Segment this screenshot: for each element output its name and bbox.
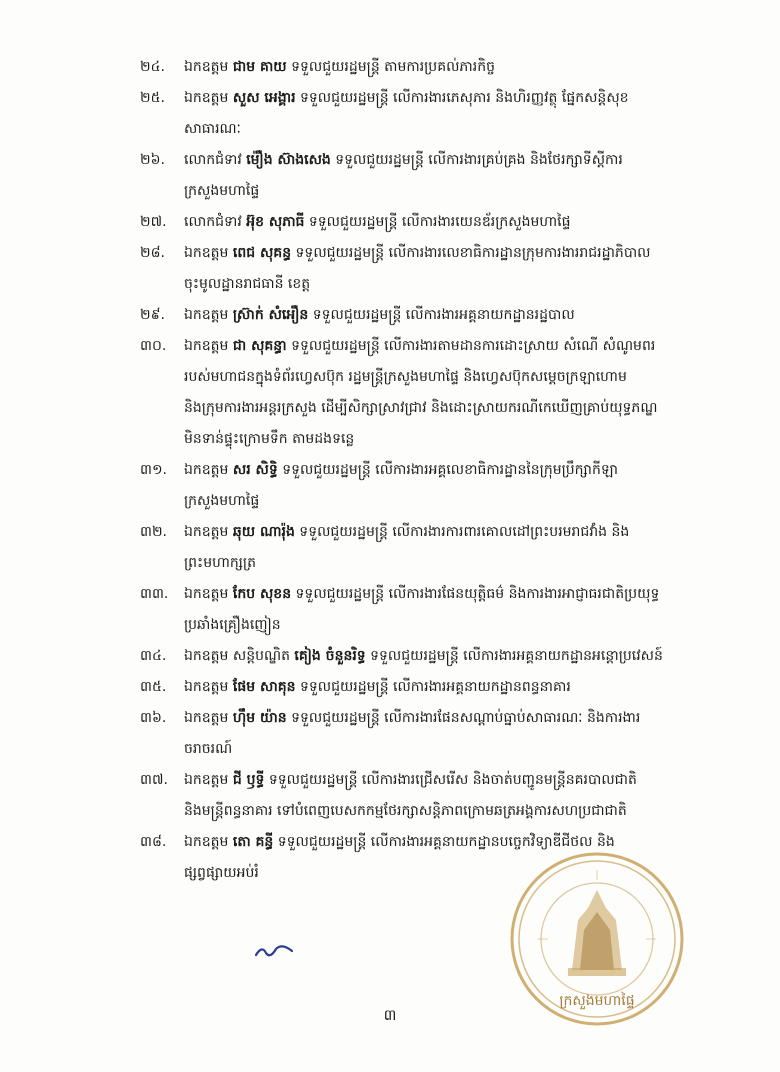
- item-number: ២៤.: [140, 59, 165, 75]
- item-text: [184, 579, 725, 641]
- item-title: លោកជំទាវ: [184, 152, 247, 168]
- official-name: អ៊ុខ សុភាធី: [246, 214, 305, 230]
- official-name: ជាម គាយ: [232, 59, 287, 75]
- item-duty: ទទួលជួយរដ្ឋមន្ត្រី លើការងារអគ្គនាយកដ្ឋានបច្ចេកវិទ្យាឌីជីថល និង ផ្សព្វផ្សាយអប់រំ: [184, 834, 615, 881]
- item-duty: ទទួលជួយរដ្ឋមន្ត្រី លើការងារតាមដានការដោះស្រាយ សំណើ សំណូមពរ របស់មហាជនក្នុងទំព័រហ្វេសប៊ុក រដ្ឋមន្ត្រីក្រសួងមហាផ្ទៃ និងហ្វេសប៊ុកសម្តេចក្រឡាហោម និងក្រុមការងារអន្តរក្រសួង ដើម្បីសិក្សាស្រាវជ្រាវ និងដោះស្រាយករណីកេឃើញគ្រាប់យុទ្ធភណ្ឌ មិនទាន់ផ្ទុះក្រោមទឹក តាមដងទន្លេ: [184, 338, 658, 447]
- item-text: [184, 517, 725, 579]
- official-name: ស្រ៊ាក់ សំអឿន: [232, 307, 309, 323]
- item-title: លោកជំទាវ: [184, 214, 247, 230]
- official-name: សួស អេង្គារ: [232, 90, 296, 106]
- item-duty: ទទួលជួយរដ្ឋមន្ត្រី លើការងារភេសុភារ និងហិរញ្ញវត្ថុ ផ្នែកសន្តិសុខ សាធារណៈ: [184, 90, 629, 137]
- signature-mark: [252, 941, 298, 961]
- item-text: [184, 765, 725, 827]
- item-number: ៣៤.: [140, 648, 167, 664]
- official-name: ជា សុគន្ធា: [232, 338, 287, 354]
- item-duty: ទទួលជួយរដ្ឋមន្ត្រី លើការងារការពារគោលដៅព្រះបរមរាជវាំង និង ព្រះមហាក្សត្រ: [184, 524, 630, 571]
- item-title: ឯកឧត្តម សន្តិបណ្ឌិត: [184, 648, 295, 664]
- item-text: [184, 207, 725, 238]
- list-item: [140, 703, 725, 765]
- item-duty: ទទួលជួយរដ្ឋមន្ត្រី លើការងារអគ្គលេខាធិការដ្ឋាននៃក្រុមប្រឹក្សាកីឡា ក្រសួងមហាផ្ទៃ: [184, 462, 618, 509]
- list-item: [140, 641, 725, 672]
- list-item: [140, 145, 725, 207]
- item-number: ៣០.: [140, 338, 167, 354]
- item-duty: ទទួលជួយរដ្ឋមន្ត្រី លើការងារអគ្គនាយកដ្ឋានអន្តោប្រវេសន៍: [365, 648, 663, 664]
- item-duty: ទទួលជួយរដ្ឋមន្ត្រី លើការងារយេនឌ័រក្រសួងមហាផ្ទៃ: [304, 214, 571, 230]
- list-item: [140, 300, 725, 331]
- item-text: [184, 300, 725, 331]
- item-title: ឯកឧត្តម: [184, 772, 233, 788]
- item-text: [184, 83, 725, 145]
- item-number: ៣៥.: [140, 679, 167, 695]
- list-item: [140, 765, 725, 827]
- official-name: តោ គន្ធី: [232, 834, 274, 850]
- official-name: គៀង ចំនួនរិទ្ធ: [294, 648, 366, 664]
- item-text: [184, 331, 725, 455]
- item-duty: ទទួលជួយរដ្ឋមន្ត្រី លើការងារផែនសណ្តាប់ធ្នាប់សាធារណៈ និងការងារ ចរាចរណ៍: [184, 710, 641, 757]
- list-item: [140, 238, 725, 300]
- item-duty: ទទួលជួយរដ្ឋមន្ត្រី លើការងារជ្រើសរើស និងចាត់បញ្ជូនមន្ត្រីនគរបាលជាតិ និងមន្ត្រីពន្ធនាគារ ទៅបំពេញបេសកកម្មថែរក្សាសន្តិភាពក្រោមឆត្រអង្គការសហប្រជាជាតិ: [184, 772, 637, 819]
- item-text: [184, 238, 725, 300]
- item-title: ឯកឧត្តម: [184, 679, 233, 695]
- item-number: ៣៧.: [140, 772, 168, 788]
- item-title: ឯកឧត្តម: [184, 710, 233, 726]
- item-text: [184, 641, 725, 672]
- official-name: ជី ឫទ្ធី: [232, 772, 265, 788]
- item-number: ២៦.: [140, 152, 165, 168]
- item-title: ឯកឧត្តម: [184, 90, 233, 106]
- decree-list: [140, 52, 725, 889]
- list-item: [140, 517, 725, 579]
- official-name: ផែម សាគុន: [232, 679, 296, 695]
- item-text: [184, 145, 725, 207]
- seal-label: ក្រសួងមហាផ្ទៃ: [559, 993, 635, 1009]
- item-duty: ទទួលជួយរដ្ឋមន្ត្រី លើការងារអគ្គនាយកដ្ឋានពន្ធនាគារ: [295, 679, 571, 695]
- item-title: ឯកឧត្តម: [184, 338, 233, 354]
- item-text: [184, 672, 725, 703]
- official-name: ម៉ឿង ស៊ាងសេង: [246, 152, 331, 168]
- list-item: [140, 52, 725, 83]
- item-duty: ទទួលជួយរដ្ឋមន្ត្រី លើការងារគ្រប់គ្រង និងថែរក្សាទីស្តីការ ក្រសួងមហាផ្ទៃ: [184, 152, 623, 199]
- list-item: [140, 331, 725, 455]
- item-title: ឯកឧត្តម: [184, 586, 233, 602]
- item-number: ៣៣.: [140, 586, 169, 602]
- item-title: ឯកឧត្តម: [184, 245, 233, 261]
- item-title: ឯកឧត្តម: [184, 307, 233, 323]
- official-seal: [508, 850, 686, 1028]
- item-text: [184, 703, 725, 765]
- item-title: ឯកឧត្តម: [184, 59, 233, 75]
- item-title: ឯកឧត្តម: [184, 462, 233, 478]
- item-title: ឯកឧត្តម: [184, 524, 233, 540]
- item-text: [184, 455, 725, 517]
- list-item: [140, 455, 725, 517]
- item-number: ២៧.: [140, 214, 167, 230]
- list-item: [140, 83, 725, 145]
- official-name: ពេជ សុគន្ធ: [232, 245, 292, 261]
- item-number: ៣៨.: [140, 834, 167, 850]
- item-number: ៣២.: [140, 524, 168, 540]
- item-duty: ទទួលជួយរដ្ឋមន្ត្រី លើការងារលេខាធិការដ្ឋានក្រុមការងាររាជរដ្ឋាភិបាល ចុះមូលដ្ឋានរាជធានី ខេត្ត: [184, 245, 651, 292]
- list-item: [140, 207, 725, 238]
- item-number: ៣៦.: [140, 710, 167, 726]
- item-number: ៣១.: [140, 462, 168, 478]
- item-number: ២៨.: [140, 245, 165, 261]
- page-number: ៣: [383, 1006, 397, 1024]
- item-duty: ទទួលជួយរដ្ឋមន្ត្រី តាមការប្រគល់ភារកិច្ច: [286, 59, 495, 75]
- official-name: សរ សិទ្ធិ: [232, 462, 278, 478]
- item-number: ២៩.: [140, 307, 165, 323]
- item-duty: ទទួលជួយរដ្ឋមន្ត្រី លើការងារផែនយុត្តិធម៌ និងការងារអាជ្ញាធរជាតិប្រយុទ្ធ ប្រឆាំងគ្រឿងញៀន: [184, 586, 660, 633]
- item-number: ២៥.: [140, 90, 165, 106]
- item-text: [184, 52, 725, 83]
- official-name: ឆុយ ណារ៉ុង: [232, 524, 295, 540]
- official-name: ហ៊ឹម យ៉ាន: [232, 710, 287, 726]
- official-name: កែប សុខន: [232, 586, 292, 602]
- list-item: [140, 579, 725, 641]
- item-duty: ទទួលជួយរដ្ឋមន្ត្រី លើការងារអគ្គនាយកដ្ឋានរដ្ឋបាល: [308, 307, 575, 323]
- list-item: [140, 672, 725, 703]
- item-title: ឯកឧត្តម: [184, 834, 233, 850]
